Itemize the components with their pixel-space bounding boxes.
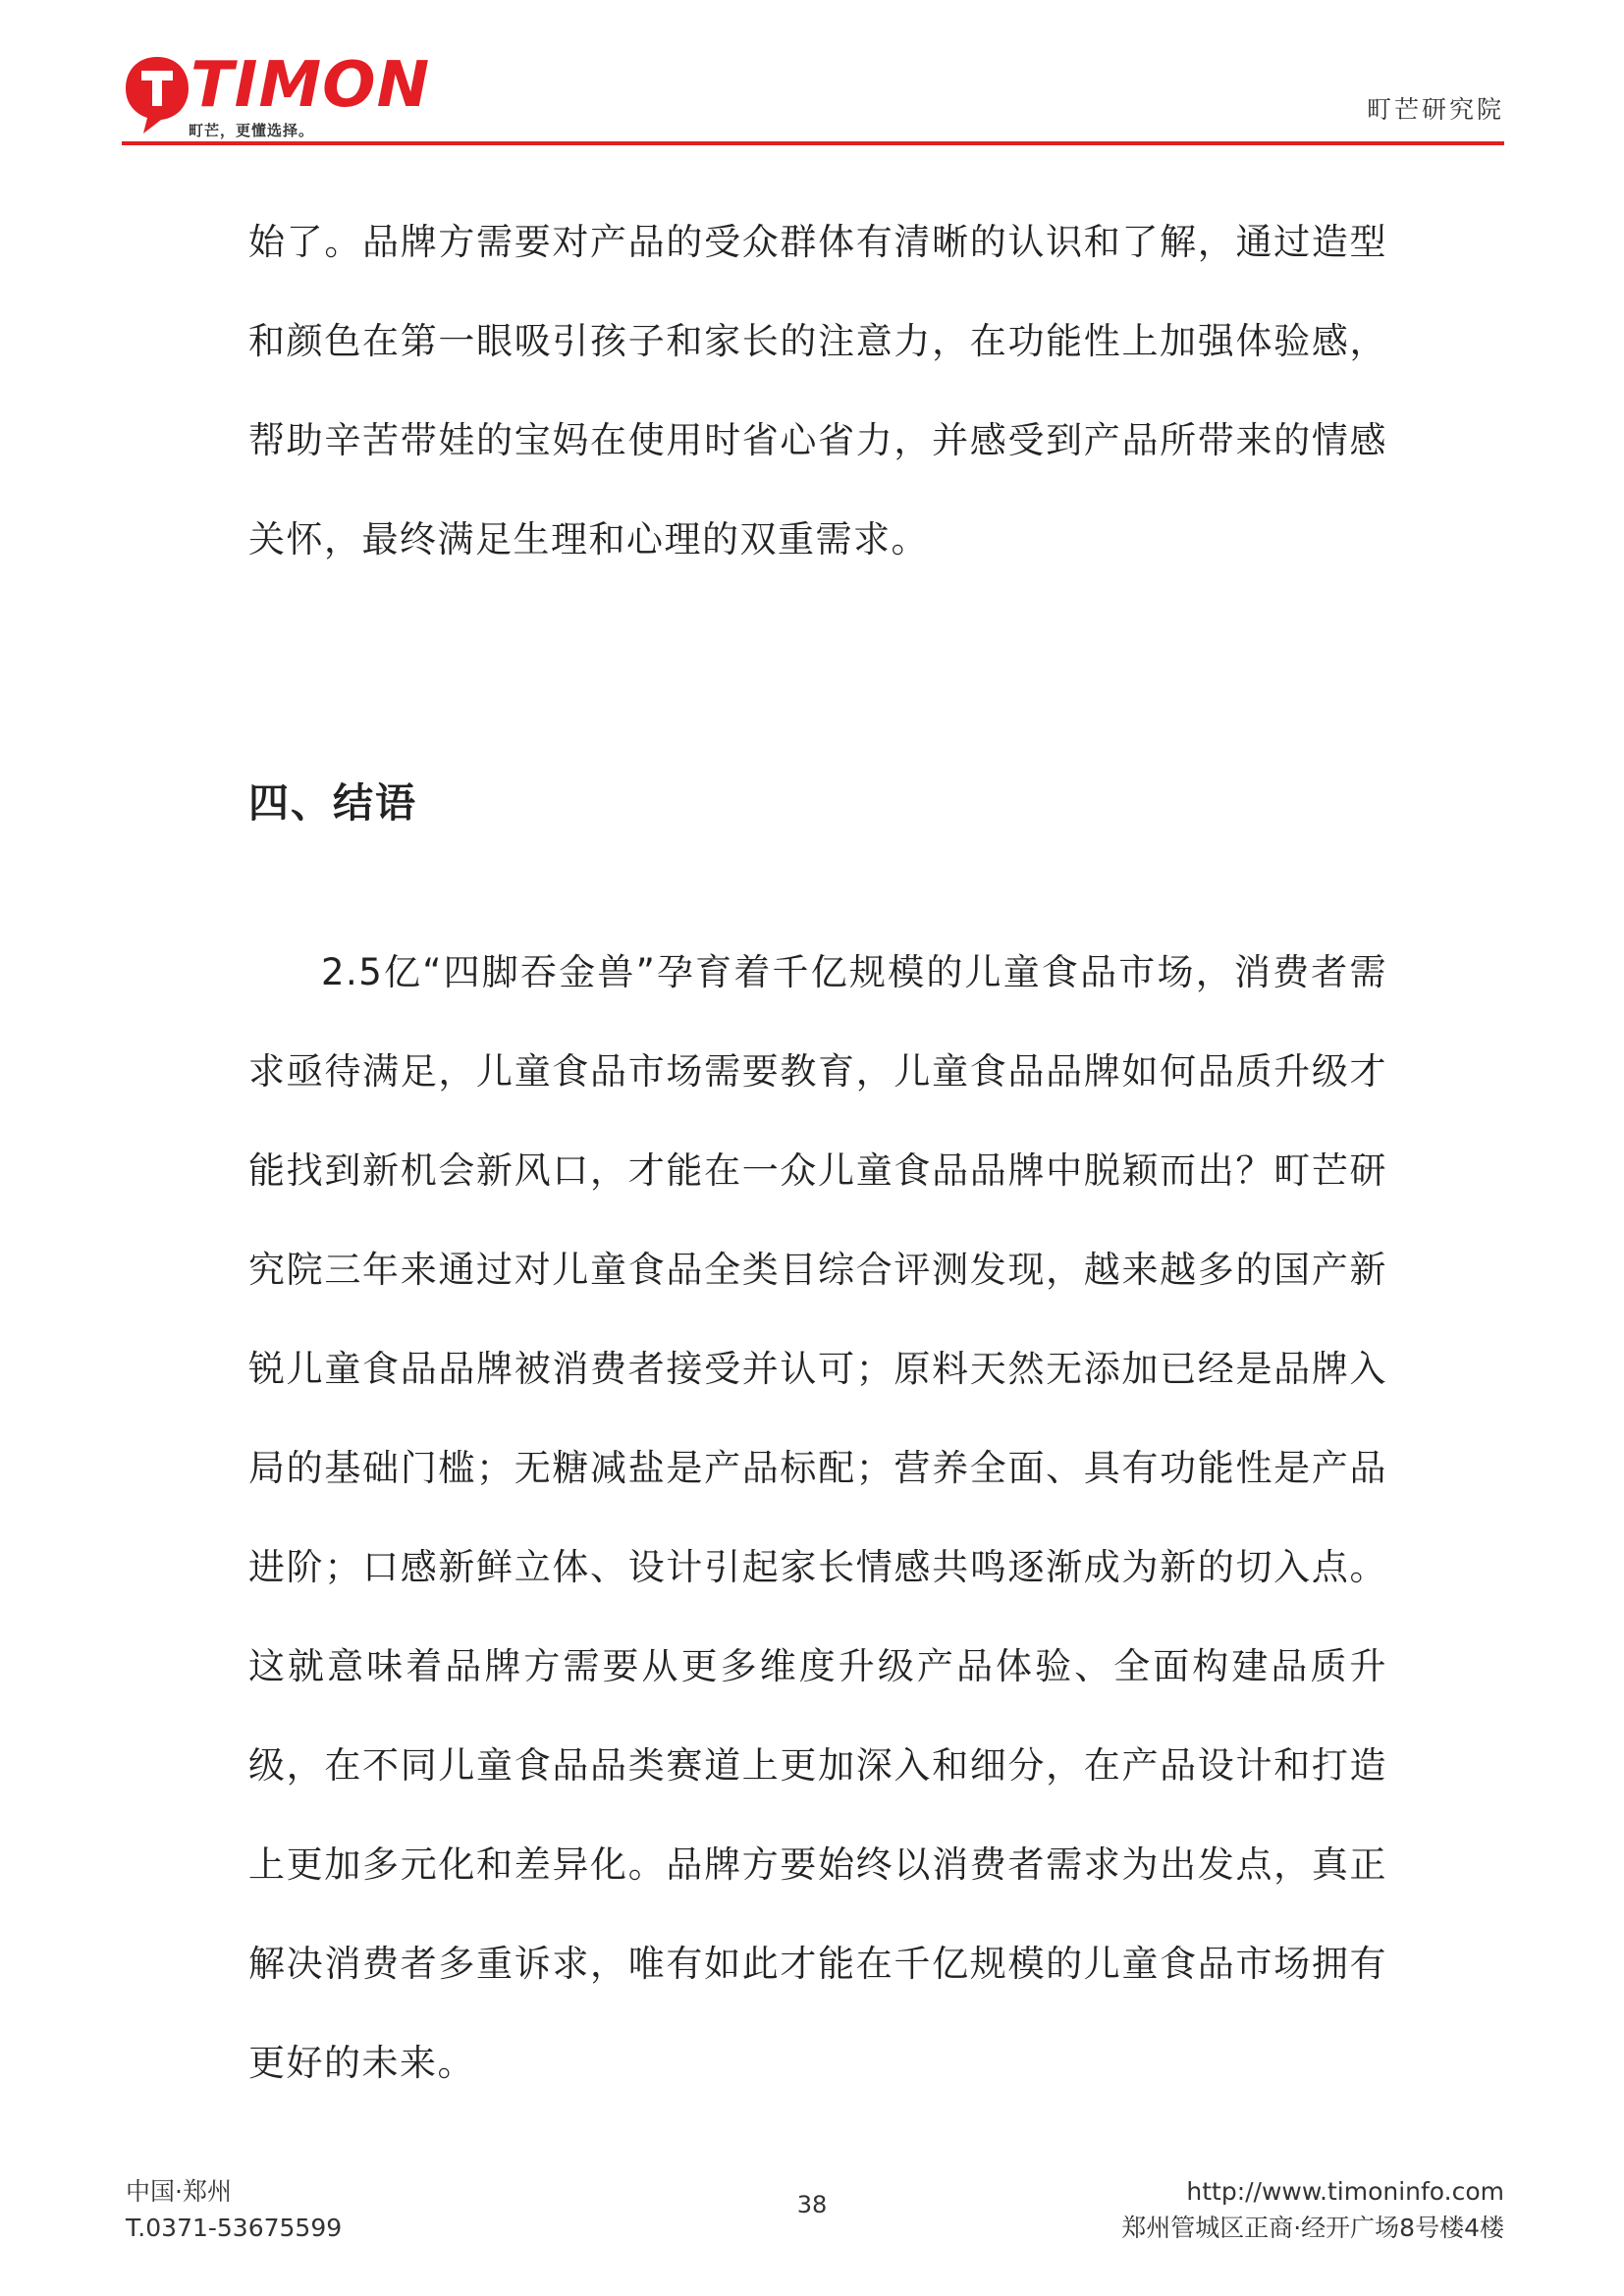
header-divider <box>122 141 1504 145</box>
section-heading: 四、结语 <box>248 779 417 827</box>
footer-address: 郑州管城区正商·经开广场8号楼4楼 <box>1121 2214 1504 2242</box>
conclusion-paragraph: 2.5亿“四脚吞金兽”孕育着千亿规模的儿童食品市场，消费者需求亟待满足，儿童食品市场需要教育，儿童食品品牌如何品质升级才能找到新机会新风口，才能在一众儿童食品品牌中脱颖而出？町芒研究院三年来通过对儿童食品全类目综合评测发现，越来越多的国产新锐儿童食品品牌被消费者接受并认可；原料天然无添加已经是品牌入局的基础门槛；无糖减盐是产品标配；营养全面、具有功能性是产品进阶；口感新鲜立体、设计引起家长情感共鸣逐渐成为新的切入点。这就意味着品牌方需要从更多维度升级产品体验、全面构建品质升级，在不同儿童食品品类赛道上更加深入和细分，在产品设计和打造上更加多元化和差异化。品牌方要始终以消费者需求为出发点，真正解决消费者多重诉求，唯有如此才能在千亿规模的儿童食品市场拥有更好的未来。 <box>248 951 1387 2084</box>
speech-bubble-logo-icon <box>122 53 192 135</box>
page-body-conclusion <box>248 923 1387 2112</box>
footer-location: 中国·郑州 <box>126 2177 232 2206</box>
page-body-top <box>248 192 1387 589</box>
header-org-name: 町芒研究院 <box>1366 95 1504 124</box>
logo-wordmark: TIMON <box>190 49 431 122</box>
logo-tagline: 町芒，更懂选择。 <box>189 122 315 139</box>
footer-address-block <box>1121 2173 1504 2246</box>
page-number: 38 <box>796 2191 828 2218</box>
continued-paragraph: 始了。品牌方需要对产品的受众群体有清晰的认识和了解，通过造型和颜色在第一眼吸引孩子和家长的注意力，在功能性上加强体验感，帮助辛苦带娃的宝妈在使用时省心省力，并感受到产品所带来的情感关怀，最终满足生理和心理的双重需求。 <box>248 221 1387 561</box>
footer-phone: T.0371-53675599 <box>126 2214 343 2242</box>
timon-logo <box>122 49 431 139</box>
footer-website: http://www.timoninfo.com <box>1186 2177 1504 2206</box>
